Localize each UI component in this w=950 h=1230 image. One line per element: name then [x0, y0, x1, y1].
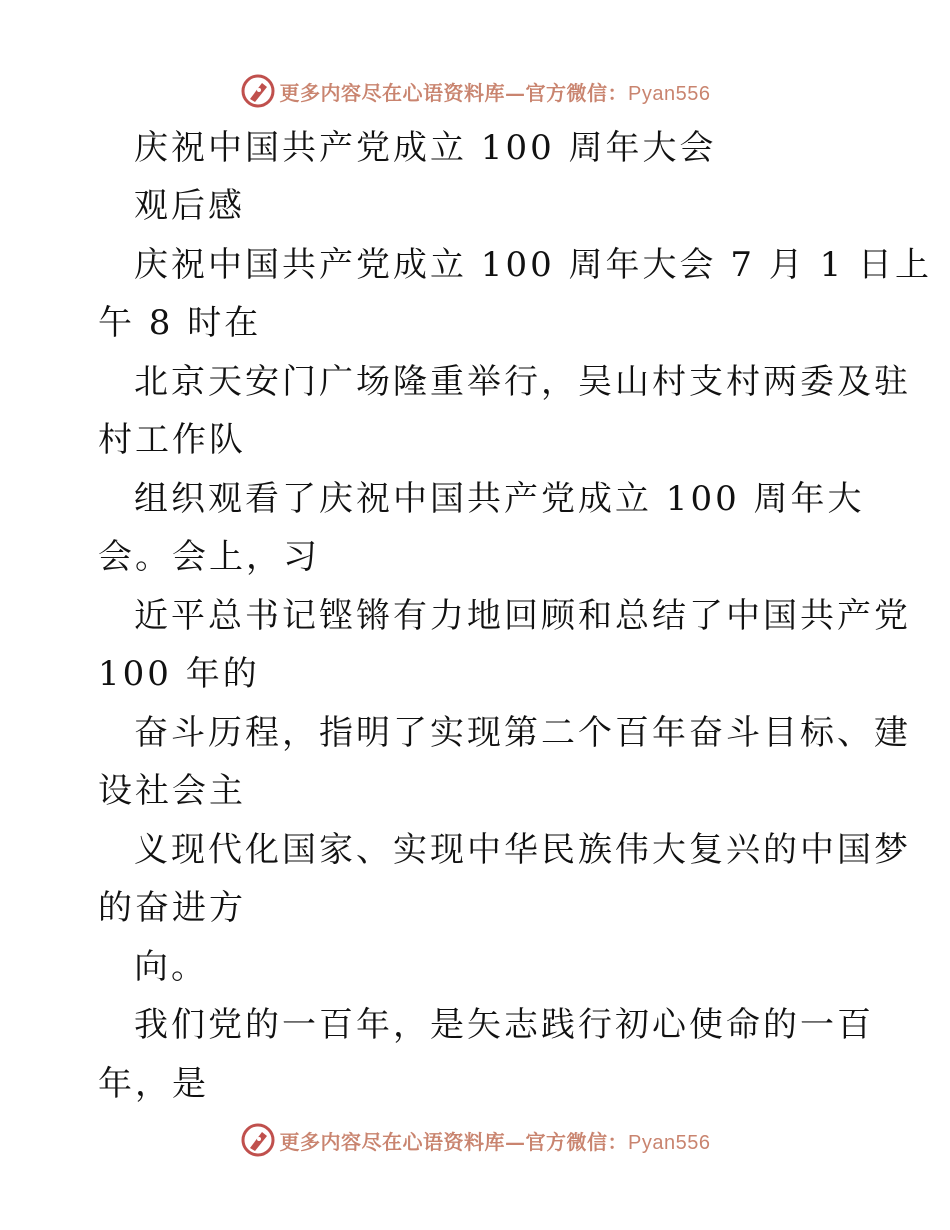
paragraph-line: 组织观看了庆祝中国共产党成立 100 周年大 [134, 479, 865, 519]
paragraph-line: 年，是 [98, 1064, 209, 1104]
paragraph-line: 设社会主 [98, 771, 246, 811]
paragraph-line: 义现代化国家、实现中华民族伟大复兴的中国梦 [134, 830, 911, 870]
paragraph-line: 庆祝中国共产党成立 100 周年大会 7 月 1 日上 [134, 245, 933, 285]
paragraph-line: 近平总书记铿锵有力地回顾和总结了中国共产党 [134, 596, 911, 636]
pen-nib-logo-icon [240, 73, 276, 109]
paragraph-line: 向。 [134, 947, 208, 987]
title-line: 庆祝中国共产党成立 100 周年大会 [134, 128, 717, 168]
paragraph-line: 100 年的 [98, 654, 260, 694]
paragraph-line: 北京天安门广场隆重举行，吴山村支村两委及驻 [134, 362, 911, 402]
wechat-id: Pyan556 [628, 1131, 711, 1154]
paragraph-line: 午 8 时在 [98, 303, 262, 343]
paragraph-line: 我们党的一百年，是矢志践行初心使命的一百 [134, 1005, 874, 1045]
header-banner-text: 更多内容尽在心语资料库—官方微信：Pyan556 [279, 80, 711, 105]
header-banner [0, 71, 950, 111]
paragraph-line: 奋斗历程，指明了实现第二个百年奋斗目标、建 [134, 713, 911, 753]
wechat-id: Pyan556 [628, 82, 711, 105]
subtitle-line: 观后感 [134, 186, 245, 226]
paragraph-line: 会。会上，习 [98, 537, 320, 577]
footer-banner-text: 更多内容尽在心语资料库—官方微信：Pyan556 [279, 1129, 711, 1154]
footer-banner [0, 1120, 950, 1160]
pen-nib-logo-icon [240, 1122, 276, 1158]
paragraph-line: 村工作队 [98, 420, 246, 460]
paragraph-line: 的奋进方 [98, 888, 246, 928]
